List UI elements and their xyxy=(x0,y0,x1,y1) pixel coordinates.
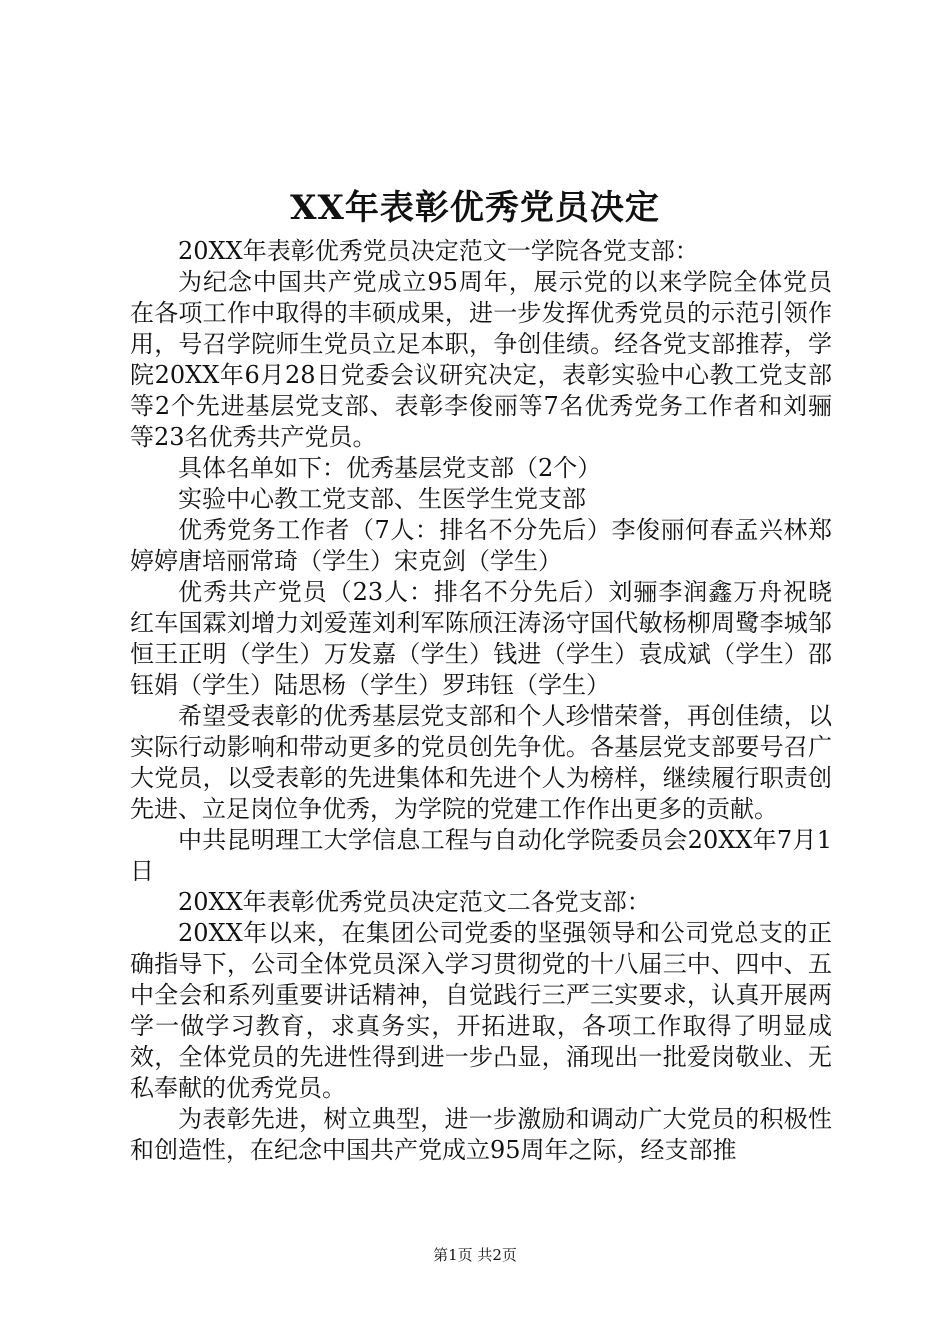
paragraph-6: 优秀共产党员（23人：排名不分先后）刘骊李润鑫万舟祝晓红车国霖刘增力刘爱莲刘利军陈颀汪涛汤守国代敏杨柳周鹭李城邹恒王正明（学生）万发嘉（学生）钱进（学生）袁成斌（学生）邵钰娟（学生）陆思杨（学生）罗玮钰（学生） xyxy=(130,578,832,699)
paragraph-10: 20XX年以来，在集团公司党委的坚强领导和公司党总支的正确指导下，公司全体党员深入学习贯彻党的十八届三中、四中、五中全会和系列重要讲话精神，自觉践行三严三实要求，认真开展两学一做学习教育，求真务实，开拓进取，各项工作取得了明显成效，全体党员的先进性得到进一步凸显，涌现出一批爱岗敬业、无私奉献的优秀党员。 xyxy=(130,919,832,1102)
document-body xyxy=(130,236,832,1166)
paragraph-9: 20XX年表彰优秀党员决定范文二各党支部： xyxy=(178,888,651,916)
paragraph-1: 20XX年表彰优秀党员决定范文一学院各党支部： xyxy=(178,237,699,265)
paragraph-4: 实验中心教工党支部、生医学生党支部 xyxy=(178,485,586,513)
paragraph-7: 希望受表彰的优秀基层党支部和个人珍惜荣誉，再创佳绩，以实际行动影响和带动更多的党员创先争优。各基层党支部要号召广大党员，以受表彰的先进集体和先进个人为榜样，继续履行职责创先进、立足岗位争优秀，为学院的党建工作作出更多的贡献。 xyxy=(130,702,832,823)
page-footer: 第1页 共2页 xyxy=(433,1246,517,1264)
document-title: XX年表彰优秀党员决定 xyxy=(290,188,660,228)
paragraph-8: 中共昆明理工大学信息工程与自动化学院委员会20XX年7月1日 xyxy=(130,826,832,885)
paragraph-5: 优秀党务工作者（7人：排名不分先后）李俊丽何春孟兴林郑婷婷唐培丽常琦（学生）宋克剑（学生） xyxy=(130,516,832,575)
paragraph-3: 具体名单如下：优秀基层党支部（2个） xyxy=(178,454,602,482)
paragraph-11: 为表彰先进，树立典型，进一步激励和调动广大党员的积极性和创造性，在纪念中国共产党成立95周年之际，经支部推 xyxy=(130,1105,832,1164)
paragraph-2: 为纪念中国共产党成立95周年，展示党的以来学院全体党员在各项工作中取得的丰硕成果，进一步发挥优秀党员的示范引领作用，号召学院师生党员立足本职，争创佳绩。经各党支部推荐，学院20XX年6月28日党委会议研究决定，表彰实验中心教工党支部等2个先进基层党支部、表彰李俊丽等7名优秀党务工作者和刘骊等23名优秀共产党员。 xyxy=(130,268,832,451)
